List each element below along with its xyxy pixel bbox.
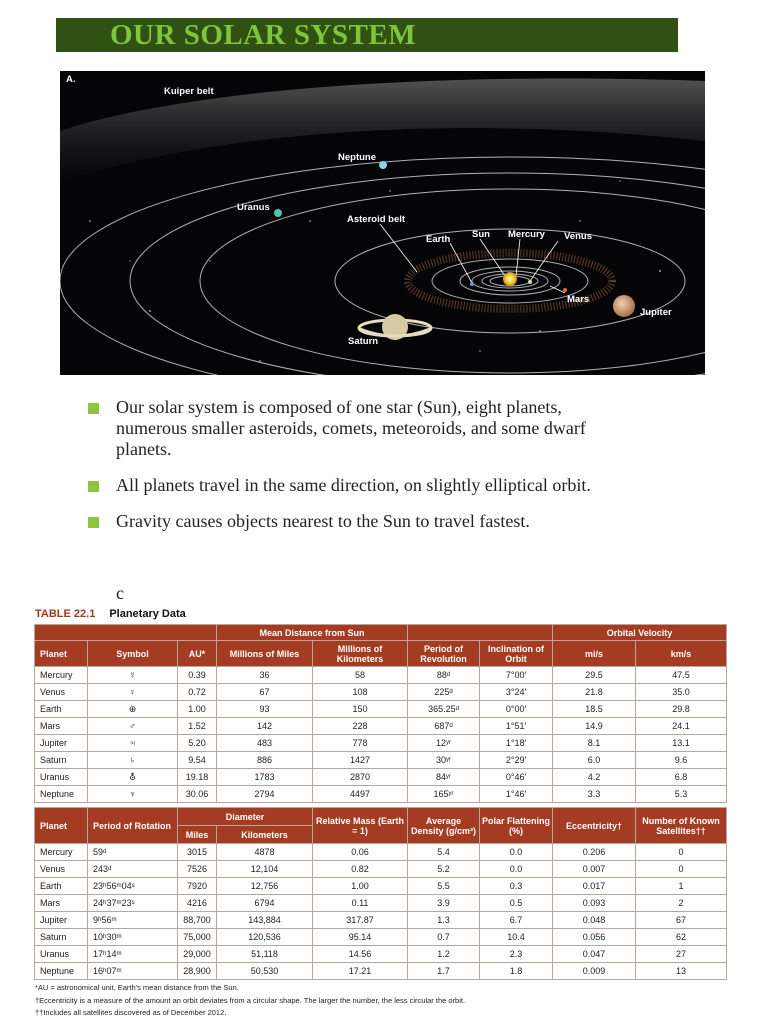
cell-planet: Saturn xyxy=(35,752,88,769)
cell-period: 88ᵈ xyxy=(408,667,480,684)
table-row xyxy=(35,929,727,946)
cell-mis: 3.3 xyxy=(553,786,636,803)
cell-mis: 14.9 xyxy=(553,718,636,735)
cell-mass: 17.21 xyxy=(313,963,408,980)
cell-symbol: ⊕ xyxy=(88,701,178,718)
table-caption xyxy=(35,608,186,620)
header-period-rotation: Period of Rotation xyxy=(88,808,178,844)
cell-period: 687ᵈ xyxy=(408,718,480,735)
cell-planet: Mars xyxy=(35,718,88,735)
table-row xyxy=(35,735,727,752)
table-row xyxy=(35,861,727,878)
header-symbol: Symbol xyxy=(88,641,178,667)
cell-km: 108 xyxy=(313,684,408,701)
cell-miles: 75,000 xyxy=(178,929,217,946)
cell-planet: Uranus xyxy=(35,946,88,963)
cell-au: 30.06 xyxy=(178,786,217,803)
cell-au: 0.39 xyxy=(178,667,217,684)
trailing-text: c xyxy=(116,583,124,603)
header-inclination: Inclination of Orbit xyxy=(480,641,553,667)
table-row xyxy=(35,912,727,929)
cell-incl: 1°46′ xyxy=(480,786,553,803)
cell-incl: 0°46′ xyxy=(480,769,553,786)
cell-period: 165ʸʳ xyxy=(408,786,480,803)
cell-polar: 2.3 xyxy=(480,946,553,963)
cell-period: 12ʸʳ xyxy=(408,735,480,752)
cell-mis: 8.1 xyxy=(553,735,636,752)
header-planet: Planet xyxy=(35,641,88,667)
cell-mass: 0.82 xyxy=(313,861,408,878)
cell-mass: 317.87 xyxy=(313,912,408,929)
cell-ecc: 0.007 xyxy=(553,861,636,878)
table-row xyxy=(35,752,727,769)
cell-planet: Venus xyxy=(35,861,88,878)
cell-kms: 6.8 xyxy=(636,769,727,786)
neptune xyxy=(379,161,387,169)
cell-km: 12,756 xyxy=(217,878,313,895)
cell-miles: 93 xyxy=(217,701,313,718)
cell-incl: 7°00′ xyxy=(480,667,553,684)
cell-miles: 142 xyxy=(217,718,313,735)
header-average-density: Average Density (g/cm³) xyxy=(408,808,480,844)
cell-ecc: 0.206 xyxy=(553,844,636,861)
cell-mis: 21.8 xyxy=(553,684,636,701)
title-banner xyxy=(56,18,678,52)
cell-km: 778 xyxy=(313,735,408,752)
cell-planet: Saturn xyxy=(35,929,88,946)
label-mars: Mars xyxy=(567,294,590,305)
label-earth: Earth xyxy=(426,234,451,245)
cell-incl: 1°51′ xyxy=(480,718,553,735)
cell-sats: 67 xyxy=(636,912,727,929)
cell-mis: 4.2 xyxy=(553,769,636,786)
cell-km: 143,884 xyxy=(217,912,313,929)
cell-kms: 35.0 xyxy=(636,684,727,701)
cell-ecc: 0.009 xyxy=(553,963,636,980)
cell-planet: Earth xyxy=(35,701,88,718)
header-diameter-km: Kilometers xyxy=(217,826,313,844)
cell-planet: Mercury xyxy=(35,844,88,861)
cell-planet: Mars xyxy=(35,895,88,912)
header-mean-distance: Mean Distance from Sun xyxy=(217,625,408,641)
cell-density: 1.2 xyxy=(408,946,480,963)
cell-mis: 29.5 xyxy=(553,667,636,684)
mars xyxy=(563,288,567,292)
cell-km: 4497 xyxy=(313,786,408,803)
cell-kms: 9.6 xyxy=(636,752,727,769)
cell-period: 84ʸʳ xyxy=(408,769,480,786)
label-neptune: Neptune xyxy=(338,152,376,163)
cell-miles: 4216 xyxy=(178,895,217,912)
table-name: Planetary Data xyxy=(109,608,186,620)
cell-mass: 14.56 xyxy=(313,946,408,963)
table-row xyxy=(35,684,727,701)
header-relative-mass: Relative Mass (Earth = 1) xyxy=(313,808,408,844)
cell-rot: 23ʰ56ᵐ04ˢ xyxy=(88,878,178,895)
cell-rot: 243ᵈ xyxy=(88,861,178,878)
cell-ecc: 0.017 xyxy=(553,878,636,895)
cell-symbol: ♀ xyxy=(88,684,178,701)
table-row xyxy=(35,701,727,718)
label-kuiper-belt: Kuiper belt xyxy=(164,86,214,97)
cell-miles: 886 xyxy=(217,752,313,769)
bullet-square-icon xyxy=(88,517,99,528)
header-mi-s: mi/s xyxy=(553,641,636,667)
cell-incl: 0°00′ xyxy=(480,701,553,718)
cell-au: 9.54 xyxy=(178,752,217,769)
cell-polar: 10.4 xyxy=(480,929,553,946)
header-au: AU* xyxy=(178,641,217,667)
cell-symbol: ☿ xyxy=(88,667,178,684)
bullet-square-icon xyxy=(88,403,99,414)
cell-density: 0.7 xyxy=(408,929,480,946)
cell-polar: 0.0 xyxy=(480,861,553,878)
cell-km: 51,118 xyxy=(217,946,313,963)
cell-ecc: 0.048 xyxy=(553,912,636,929)
cell-miles: 483 xyxy=(217,735,313,752)
cell-polar: 0.3 xyxy=(480,878,553,895)
cell-planet: Uranus xyxy=(35,769,88,786)
cell-miles: 28,900 xyxy=(178,963,217,980)
cell-km: 12,104 xyxy=(217,861,313,878)
label-mercury: Mercury xyxy=(508,229,545,240)
header-eccentricity: Eccentricity† xyxy=(553,808,636,844)
cell-ecc: 0.093 xyxy=(553,895,636,912)
label-saturn: Saturn xyxy=(348,336,379,347)
label-jupiter: Jupiter xyxy=(640,307,672,318)
solar-system-diagram xyxy=(60,71,705,375)
table-row xyxy=(35,963,727,980)
cell-mass: 0.11 xyxy=(313,895,408,912)
cell-planet: Mercury xyxy=(35,667,88,684)
cell-km: 120,536 xyxy=(217,929,313,946)
table-row xyxy=(35,946,727,963)
header-km-s: km/s xyxy=(636,641,727,667)
cell-symbol: ♄ xyxy=(88,752,178,769)
planetary-data-table-2 xyxy=(34,807,727,980)
panel-label: A. xyxy=(66,74,76,85)
bullet-item: Gravity causes objects nearest to the Sun to travel fastest. xyxy=(88,511,608,532)
cell-au: 5.20 xyxy=(178,735,217,752)
header-millions-km: Millions of Kilometers xyxy=(313,641,408,667)
cell-miles: 36 xyxy=(217,667,313,684)
cell-incl: 2°29′ xyxy=(480,752,553,769)
footnote-satellites: ††Includes all satellites discovered as of December 2012. xyxy=(35,1008,227,1017)
page-title: OUR SOLAR SYSTEM xyxy=(110,19,417,51)
footnote-au: *AU = astronomical unit, Earth's mean distance from the Sun. xyxy=(35,983,239,992)
cell-km: 50,530 xyxy=(217,963,313,980)
cell-symbol: ♆ xyxy=(88,786,178,803)
cell-density: 5.5 xyxy=(408,878,480,895)
header-diameter: Diameter xyxy=(178,808,313,826)
cell-planet: Venus xyxy=(35,684,88,701)
cell-rot: 10ʰ30ᵐ xyxy=(88,929,178,946)
cell-polar: 0.5 xyxy=(480,895,553,912)
cell-polar: 0.0 xyxy=(480,844,553,861)
cell-polar: 1.8 xyxy=(480,963,553,980)
venus xyxy=(528,280,532,284)
cell-rot: 9ʰ56ᵐ xyxy=(88,912,178,929)
cell-kms: 24.1 xyxy=(636,718,727,735)
cell-miles: 2794 xyxy=(217,786,313,803)
cell-miles: 67 xyxy=(217,684,313,701)
cell-au: 0.72 xyxy=(178,684,217,701)
table-row xyxy=(35,895,727,912)
cell-km: 2870 xyxy=(313,769,408,786)
cell-density: 1.7 xyxy=(408,963,480,980)
cell-rot: 17ʰ14ᵐ xyxy=(88,946,178,963)
table-row xyxy=(35,844,727,861)
cell-rot: 24ʰ37ᵐ23ˢ xyxy=(88,895,178,912)
cell-ecc: 0.047 xyxy=(553,946,636,963)
cell-mis: 18.5 xyxy=(553,701,636,718)
cell-sats: 13 xyxy=(636,963,727,980)
cell-planet: Earth xyxy=(35,878,88,895)
cell-planet: Neptune xyxy=(35,786,88,803)
cell-planet: Jupiter xyxy=(35,912,88,929)
cell-km: 150 xyxy=(313,701,408,718)
solar-system-figure xyxy=(60,71,705,375)
cell-km: 6794 xyxy=(217,895,313,912)
cell-period: 30ʸʳ xyxy=(408,752,480,769)
cell-period: 225ᵈ xyxy=(408,684,480,701)
cell-sats: 0 xyxy=(636,861,727,878)
cell-planet: Jupiter xyxy=(35,735,88,752)
cell-mass: 0.06 xyxy=(313,844,408,861)
cell-kms: 29.8 xyxy=(636,701,727,718)
cell-au: 1.52 xyxy=(178,718,217,735)
table-number: TABLE 22.1 xyxy=(35,608,96,620)
cell-symbol: ⛢ xyxy=(88,769,178,786)
cell-density: 1.3 xyxy=(408,912,480,929)
cell-ecc: 0.056 xyxy=(553,929,636,946)
cell-km: 4878 xyxy=(217,844,313,861)
cell-km: 228 xyxy=(313,718,408,735)
cell-km: 58 xyxy=(313,667,408,684)
cell-au: 1.00 xyxy=(178,701,217,718)
label-venus: Venus xyxy=(564,231,592,242)
cell-sats: 0 xyxy=(636,844,727,861)
bullet-list xyxy=(88,397,608,547)
cell-density: 5.4 xyxy=(408,844,480,861)
cell-symbol: ♃ xyxy=(88,735,178,752)
bullet-square-icon xyxy=(88,481,99,492)
bullet-item: Our solar system is composed of one star (Sun), eight planets, numerous smaller asteroids, comets, meteoroids, and some dwarf planets. xyxy=(88,397,608,460)
footnote-eccentricity: †Eccentricity is a measure of the amount an orbit deviates from a circular shape. The larger the number, the less circular the orbit. xyxy=(35,996,466,1005)
cell-kms: 5.3 xyxy=(636,786,727,803)
cell-km: 1427 xyxy=(313,752,408,769)
cell-sats: 27 xyxy=(636,946,727,963)
cell-miles: 1783 xyxy=(217,769,313,786)
cell-mis: 6.0 xyxy=(553,752,636,769)
cell-rot: 59ᵈ xyxy=(88,844,178,861)
table-row xyxy=(35,718,727,735)
cell-sats: 62 xyxy=(636,929,727,946)
label-uranus: Uranus xyxy=(237,202,270,213)
cell-mass: 95.14 xyxy=(313,929,408,946)
label-asteroid-belt: Asteroid belt xyxy=(347,214,406,225)
cell-miles: 3015 xyxy=(178,844,217,861)
cell-symbol: ♂ xyxy=(88,718,178,735)
cell-miles: 29,000 xyxy=(178,946,217,963)
table-1-body xyxy=(35,667,727,803)
cell-incl: 3°24′ xyxy=(480,684,553,701)
label-sun: Sun xyxy=(472,229,490,240)
cell-kms: 47.5 xyxy=(636,667,727,684)
header-planet-2: Planet xyxy=(35,808,88,844)
cell-planet: Neptune xyxy=(35,963,88,980)
cell-sats: 1 xyxy=(636,878,727,895)
cell-kms: 13.1 xyxy=(636,735,727,752)
earth xyxy=(470,282,474,286)
cell-mass: 1.00 xyxy=(313,878,408,895)
table-row xyxy=(35,786,727,803)
table-2-body xyxy=(35,844,727,980)
cell-au: 19.18 xyxy=(178,769,217,786)
table-row xyxy=(35,769,727,786)
header-period-revolution: Period of Revolution xyxy=(408,641,480,667)
table-row xyxy=(35,667,727,684)
table-row xyxy=(35,878,727,895)
header-orbital-velocity: Orbital Velocity xyxy=(553,625,727,641)
header-diameter-miles: Miles xyxy=(178,826,217,844)
header-millions-miles: Millions of Miles xyxy=(217,641,313,667)
cell-polar: 6.7 xyxy=(480,912,553,929)
uranus xyxy=(274,209,282,217)
cell-density: 3.9 xyxy=(408,895,480,912)
cell-rot: 16ʰ07ᵐ xyxy=(88,963,178,980)
cell-sats: 2 xyxy=(636,895,727,912)
cell-incl: 1°18′ xyxy=(480,735,553,752)
cell-miles: 88,700 xyxy=(178,912,217,929)
header-polar-flattening: Polar Flattening (%) xyxy=(480,808,553,844)
cell-miles: 7920 xyxy=(178,878,217,895)
cell-miles: 7526 xyxy=(178,861,217,878)
jupiter xyxy=(613,295,635,317)
cell-density: 5.2 xyxy=(408,861,480,878)
header-satellites: Number of Known Satellites†† xyxy=(636,808,727,844)
planetary-data-table-1 xyxy=(34,624,727,803)
cell-period: 365.25ᵈ xyxy=(408,701,480,718)
bullet-item: All planets travel in the same direction, on slightly elliptical orbit. xyxy=(88,475,608,496)
sun xyxy=(503,272,517,286)
